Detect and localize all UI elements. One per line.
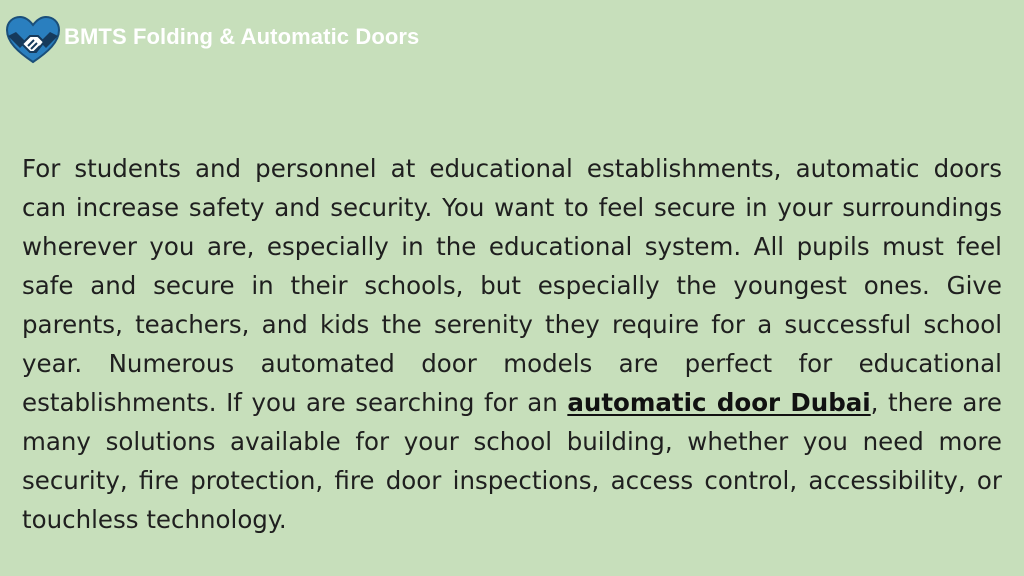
handshake-heart-icon xyxy=(4,14,62,66)
body-paragraph xyxy=(22,149,1002,539)
header xyxy=(4,14,419,66)
automatic-door-dubai-link[interactable]: automatic door Dubai xyxy=(567,388,871,417)
paragraph-text-end: , there are many solutions available for your school building, whether you need more security, fire protection, fire door inspections, access control, accessibility, or touchless technology. xyxy=(22,388,1002,534)
paragraph-text-start: For students and personnel at educational establishments, automatic doors can increase safety and security. You want to feel secure in your surroundings wherever you are, especially in the educational system. All pupils must feel safe and secure in their schools, but especially the youngest ones. Give parents, teachers, and kids the serenity they require for a successful school year. Numerous automated door models are perfect for educational establishments. If you are searching for an xyxy=(22,154,1002,417)
brand-name: BMTS Folding & Automatic Doors xyxy=(64,24,420,49)
